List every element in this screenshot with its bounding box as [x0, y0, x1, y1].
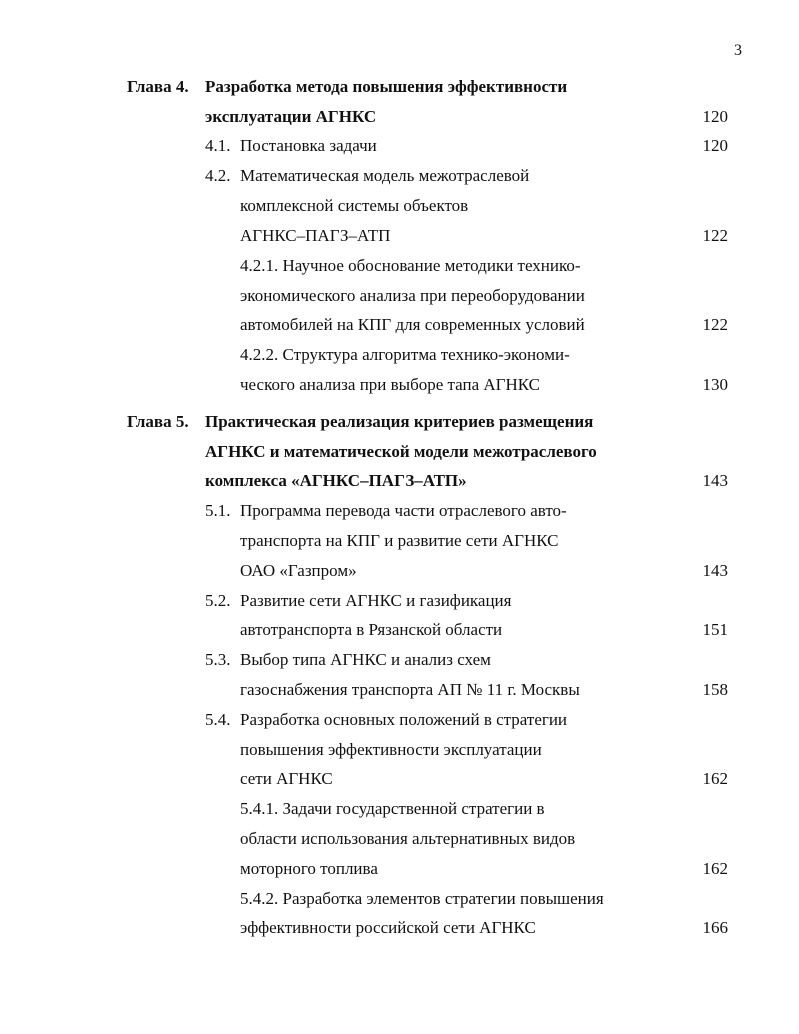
toc-entry-5-4-cont — [0, 764, 799, 794]
toc-entry-4-2-2-cont — [0, 370, 799, 400]
section-title: ОАО «Газпром» — [240, 561, 357, 580]
subsection-title: автомобилей на КПГ для современных условий — [240, 315, 585, 334]
toc-page-number: 166 — [702, 918, 728, 937]
toc-page-number: 162 — [702, 859, 728, 878]
toc-entry-5-4-1-cont — [0, 854, 799, 884]
toc-entry-5-4-2-cont — [0, 913, 799, 943]
toc-entry-5-3-cont — [0, 675, 799, 705]
chapter-title: АГНКС и математической модели межотраслевого — [205, 442, 597, 461]
toc-entry-4-2-2 — [0, 340, 799, 370]
section-number: 5.3. — [205, 650, 231, 669]
subsection-title: 4.2.2. Структура алгоритма технико-экономи- — [240, 345, 570, 364]
section-number: 5.1. — [205, 501, 231, 520]
chapter-4-heading-cont — [0, 102, 799, 132]
toc-entry-5-4 — [0, 705, 799, 735]
toc-page-number: 143 — [702, 561, 728, 580]
subsection-title: 4.2.1. Научное обоснование методики технико- — [240, 256, 581, 275]
toc-entry-4-2-1-cont — [0, 310, 799, 340]
toc-entry-4-2-1-cont — [0, 281, 799, 311]
toc-page-number: 130 — [702, 375, 728, 394]
section-title: Развитие сети АГНКС и газификация — [240, 591, 512, 610]
toc-entry-5-2 — [0, 586, 799, 616]
toc-entry-4-2-1 — [0, 251, 799, 281]
chapter-title: эксплуатации АГНКС — [205, 107, 377, 126]
subsection-title: области использования альтернативных видов — [240, 829, 576, 848]
section-title: АГНКС–ПАГЗ–АТП — [240, 226, 391, 245]
section-title: Программа перевода части отраслевого авто- — [240, 501, 567, 520]
section-title: повышения эффективности эксплуатации — [240, 740, 542, 759]
subsection-title: экономического анализа при переоборудовании — [240, 286, 585, 305]
page-number: 3 — [734, 42, 742, 59]
subsection-title: 5.4.1. Задачи государственной стратегии в — [240, 799, 545, 818]
toc-entry-4-1 — [0, 131, 799, 161]
toc-entry-4-2 — [0, 161, 799, 191]
toc-entry-5-1-cont — [0, 556, 799, 586]
toc-page-number: 120 — [702, 136, 728, 155]
toc-entry-5-3 — [0, 645, 799, 675]
chapter-title: Практическая реализация критериев размещения — [205, 412, 594, 431]
section-number: 4.1. — [205, 136, 231, 155]
toc-entry-5-1-cont — [0, 526, 799, 556]
section-title: автотранспорта в Рязанской области — [240, 620, 503, 639]
toc-page-number: 122 — [702, 226, 728, 245]
chapter-5-heading — [0, 407, 799, 437]
toc-entry-5-4-cont — [0, 735, 799, 765]
toc-page-number: 120 — [702, 107, 728, 126]
toc-page-number: 151 — [702, 620, 728, 639]
chapter-label: Глава 5. — [127, 412, 189, 431]
toc-page-number: 158 — [702, 680, 728, 699]
chapter-5-heading-cont — [0, 466, 799, 496]
section-title: транспорта на КПГ и развитие сети АГНКС — [240, 531, 559, 550]
toc-entry-4-2-cont — [0, 221, 799, 251]
subsection-title: ческого анализа при выборе тапа АГНКС — [240, 375, 541, 394]
chapter-title: Разработка метода повышения эффективности — [205, 77, 568, 96]
section-title: Выбор типа АГНКС и анализ схем — [240, 650, 491, 669]
section-title: Постановка задачи — [240, 136, 377, 155]
toc-entry-5-4-2 — [0, 884, 799, 914]
subsection-title: эффективности российской сети АГНКС — [240, 918, 536, 937]
chapter-4-heading — [0, 72, 799, 102]
section-title: Разработка основных положений в стратегии — [240, 710, 568, 729]
subsection-title: моторного топлива — [240, 859, 378, 878]
section-title: сети АГНКС — [240, 769, 333, 788]
section-number: 4.2. — [205, 166, 231, 185]
section-number: 5.4. — [205, 710, 231, 729]
toc-entry-4-2-cont — [0, 191, 799, 221]
toc-entry-5-4-1 — [0, 794, 799, 824]
section-title: комплексной системы объектов — [240, 196, 469, 215]
toc-page-number: 162 — [702, 769, 728, 788]
section-title: Математическая модель межотраслевой — [240, 166, 530, 185]
toc-entry-5-4-1-cont — [0, 824, 799, 854]
chapter-title: комплекса «АГНКС–ПАГЗ–АТП» — [205, 471, 467, 490]
section-number: 5.2. — [205, 591, 231, 610]
subsection-title: 5.4.2. Разработка элементов стратегии повышения — [240, 889, 604, 908]
chapter-5-heading-cont — [0, 437, 799, 467]
chapter-label: Глава 4. — [127, 77, 189, 96]
toc-entry-5-1 — [0, 496, 799, 526]
toc-entry-5-2-cont — [0, 615, 799, 645]
toc-page-number: 143 — [702, 471, 728, 490]
section-title: газоснабжения транспорта АП № 11 г. Москвы — [240, 680, 580, 699]
toc-page-number: 122 — [702, 315, 728, 334]
